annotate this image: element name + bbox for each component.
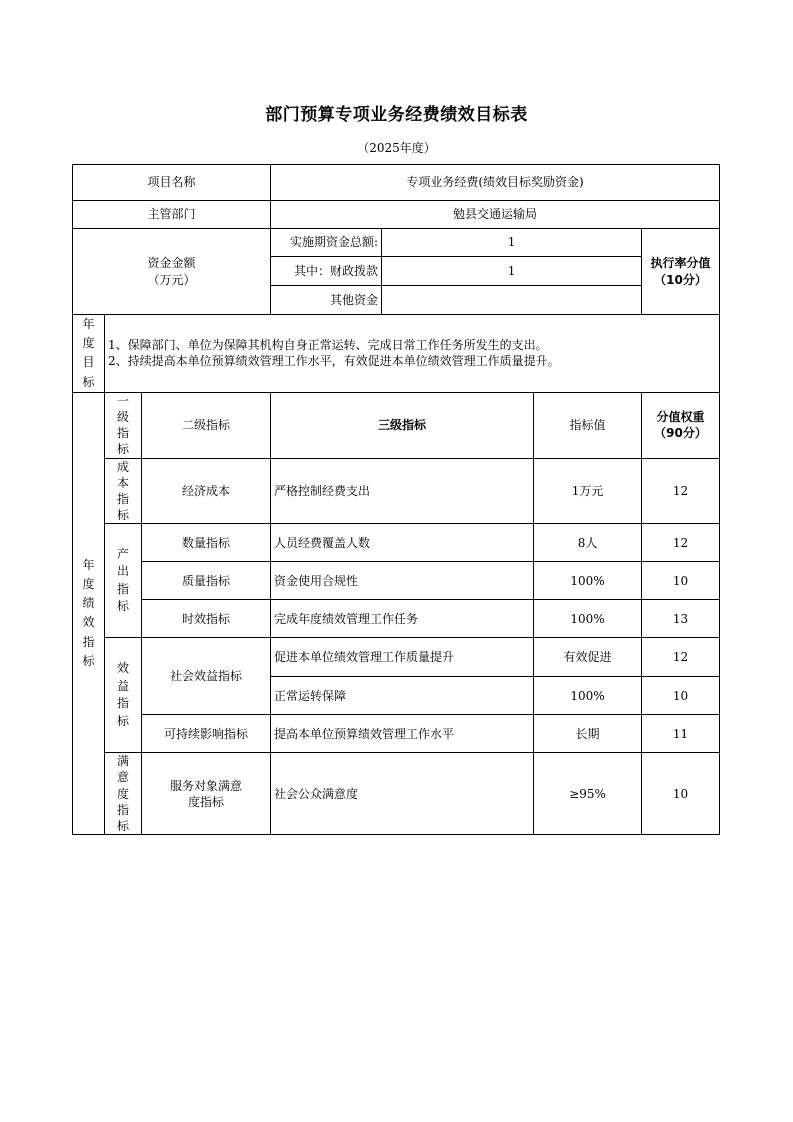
funds-fiscal-value: 1	[382, 257, 642, 286]
benefit-indicator-label: 效益指标	[105, 638, 142, 753]
annual-goal-label-text: 年度目标	[82, 317, 95, 389]
level2-cell: 数量指标	[142, 524, 271, 562]
level3-cell: 正常运转保障	[271, 677, 534, 715]
weight-cell: 13	[642, 600, 720, 638]
value-cell: 1万元	[534, 458, 642, 524]
exec-rate-label	[642, 229, 720, 315]
funds-total-value: 1	[382, 229, 642, 257]
project-row	[73, 165, 720, 201]
page-title: 部门预算专项业务经费绩效目标表	[265, 105, 528, 125]
header-value: 指标值	[534, 392, 642, 458]
value-cell: 长期	[534, 715, 642, 753]
funds-other-value	[382, 286, 642, 315]
level2-cell: 质量指标	[142, 562, 271, 600]
level2-cell: 可持续影响指标	[142, 715, 271, 753]
output-indicator-label: 产出指标	[105, 524, 142, 638]
funds-total-row	[73, 229, 720, 257]
satisfaction-indicator-label: 满意度指标	[105, 753, 142, 835]
level3-cell: 严格控制经费支出	[271, 458, 534, 524]
table-row	[73, 524, 720, 562]
level2-cell: 时效指标	[142, 600, 271, 638]
level3-cell: 人员经费覆盖人数	[271, 524, 534, 562]
level3-cell: 促进本单位绩效管理工作质量提升	[271, 638, 534, 677]
header-weight: 分值权重 （90分）	[642, 392, 720, 458]
performance-table	[72, 164, 720, 835]
weight-cell: 10	[642, 677, 720, 715]
header-level3: 三级指标	[271, 392, 534, 458]
annual-goal-line-2: 2、持续提高本单位预算绩效管理工作水平，有效促进本单位绩效管理工作质量提升。	[108, 354, 560, 369]
annual-goal-row	[73, 315, 720, 393]
table-row	[73, 562, 720, 600]
value-cell: 100%	[534, 600, 642, 638]
indicators-section-label	[73, 392, 105, 834]
weight-cell: 12	[642, 458, 720, 524]
table-row	[73, 600, 720, 638]
table-row	[73, 458, 720, 524]
level3-cell: 资金使用合规性	[271, 562, 534, 600]
weight-cell: 12	[642, 524, 720, 562]
level3-cell: 完成年度绩效管理工作任务	[271, 600, 534, 638]
indicator-header-row	[73, 392, 720, 458]
value-cell: 100%	[534, 677, 642, 715]
header-level1: 一级指标	[105, 392, 142, 458]
annual-goal-line-1: 1、保障部门、单位为保障其机构自身正常运转、完成日常工作任务所发生的支出。	[108, 338, 548, 353]
value-cell: 100%	[534, 562, 642, 600]
exec-rate-line2: （10分）	[654, 272, 707, 287]
funds-label-line2: （万元）	[147, 272, 196, 287]
header-level2: 二级指标	[142, 392, 271, 458]
funds-label	[73, 229, 271, 315]
table-row	[73, 753, 720, 835]
annual-goal-content	[105, 315, 720, 393]
cost-indicator-label: 成本指标	[105, 458, 142, 524]
project-label: 项目名称	[73, 165, 271, 201]
department-label: 主管部门	[73, 201, 271, 229]
weight-cell: 10	[642, 562, 720, 600]
level3-cell: 社会公众满意度	[271, 753, 534, 835]
value-cell: 有效促进	[534, 638, 642, 677]
funds-total-label: 实施期资金总额:	[271, 229, 382, 257]
project-value: 专项业务经费(绩效目标奖励资金)	[271, 165, 720, 201]
level2-cell: 经济成本	[142, 458, 271, 524]
value-cell: ≥95%	[534, 753, 642, 835]
weight-cell: 12	[642, 638, 720, 677]
table-row	[73, 638, 720, 677]
level3-cell: 提高本单位预算绩效管理工作水平	[271, 715, 534, 753]
level2-cell: 社会效益指标	[142, 638, 271, 715]
funds-label-line1: 资金金额	[147, 256, 196, 271]
exec-rate-line1: 执行率分值	[650, 256, 711, 271]
indicators-section-label-text: 年度绩效指标	[82, 557, 95, 668]
weight-cell: 11	[642, 715, 720, 753]
level2-cell: 服务对象满意度指标	[142, 753, 271, 835]
funds-fiscal-label: 其中：财政拨款	[271, 257, 382, 286]
department-row	[73, 201, 720, 229]
year-subtitle: （2025年度）	[357, 141, 436, 155]
annual-goal-label	[73, 315, 105, 393]
funds-other-label: 其他资金	[271, 286, 382, 315]
department-value: 勉县交通运输局	[271, 201, 720, 229]
value-cell: 8人	[534, 524, 642, 562]
table-row	[73, 715, 720, 753]
weight-cell: 10	[642, 753, 720, 835]
